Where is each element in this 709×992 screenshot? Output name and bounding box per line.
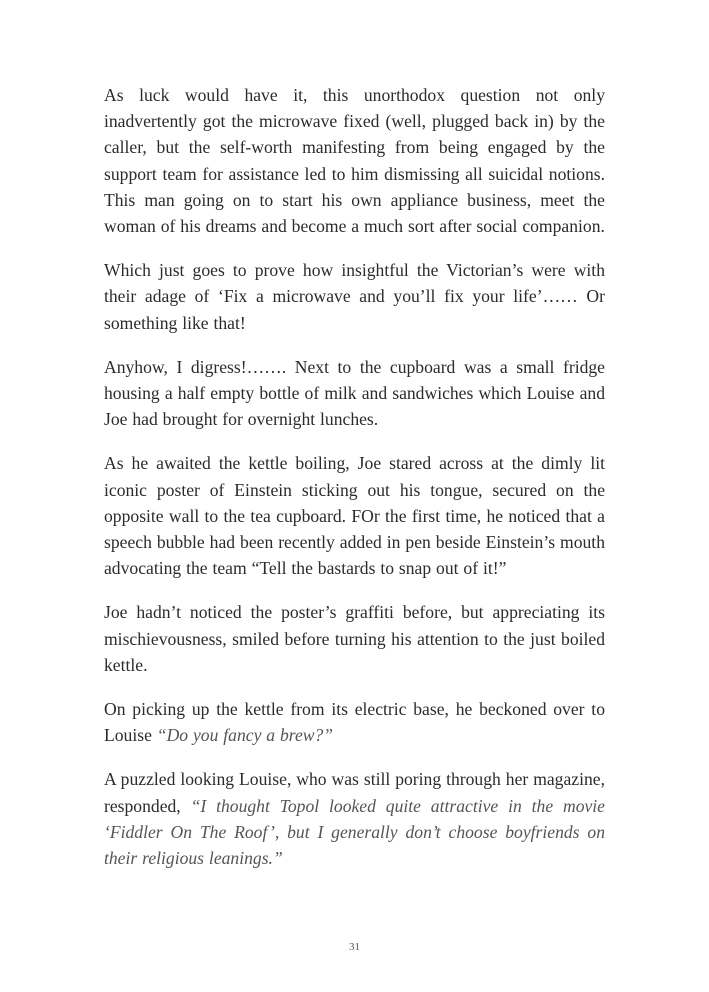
paragraph-6 bbox=[104, 696, 605, 748]
dialogue-quote: “I thought Topol looked quite attractive in the movie ‘Fiddler On The Roof’, but I generally don’t choose boyfriends on their religious leanings.” bbox=[104, 795, 605, 869]
paragraph-1 bbox=[104, 82, 605, 239]
paragraph-text: A puzzled looking Louise, who was still poring through her magazine, responded, bbox=[104, 769, 605, 816]
paragraph-5 bbox=[104, 599, 605, 678]
paragraph-text: As luck would have it, this unorthodox question not only inadvertently got the microwave fixed (well, plugged back in) by the caller, but the self-worth manifesting from being engaged by the support team for assistance led to him dismissing all suicidal notions. This man going on to start his own appliance business, meet the woman of his dreams and become a much sort after social companion. bbox=[104, 85, 605, 237]
paragraph-2 bbox=[104, 257, 605, 336]
paragraph-7 bbox=[104, 766, 605, 871]
paragraph-text: Anyhow, I digress!……. Next to the cupboard was a small fridge housing a half empty bottle of milk and sandwiches which Louise and Joe had brought for overnight lunches. bbox=[104, 356, 605, 430]
paragraph-3 bbox=[104, 354, 605, 433]
paragraph-text: Joe hadn’t noticed the poster’s graffiti before, but appreciating its mischievousness, smiled before turning his attention to the just boiled kettle. bbox=[104, 602, 605, 675]
paragraph-4 bbox=[104, 450, 605, 581]
page-body bbox=[104, 82, 605, 889]
paragraph-text: On picking up the kettle from its electric base, he beckoned over to Louise bbox=[104, 699, 605, 746]
dialogue-quote: “Do you fancy a brew?” bbox=[156, 725, 334, 746]
paragraph-text: As he awaited the kettle boiling, Joe stared across at the dimly lit iconic poster of Einstein sticking out his tongue, secured on the opposite wall to the tea cupboard. FOr the first time, he noticed that a speech bubble had been recently added in pen beside Einstein’s mouth advocating the team “Tell the bastards to snap out of it!” bbox=[104, 453, 605, 579]
page-number: 31 bbox=[349, 941, 360, 953]
paragraph-text: Which just goes to prove how insightful the Victorian’s were with their adage of ‘Fix a microwave and you’ll fix your life’…… Or something like that! bbox=[104, 260, 605, 333]
